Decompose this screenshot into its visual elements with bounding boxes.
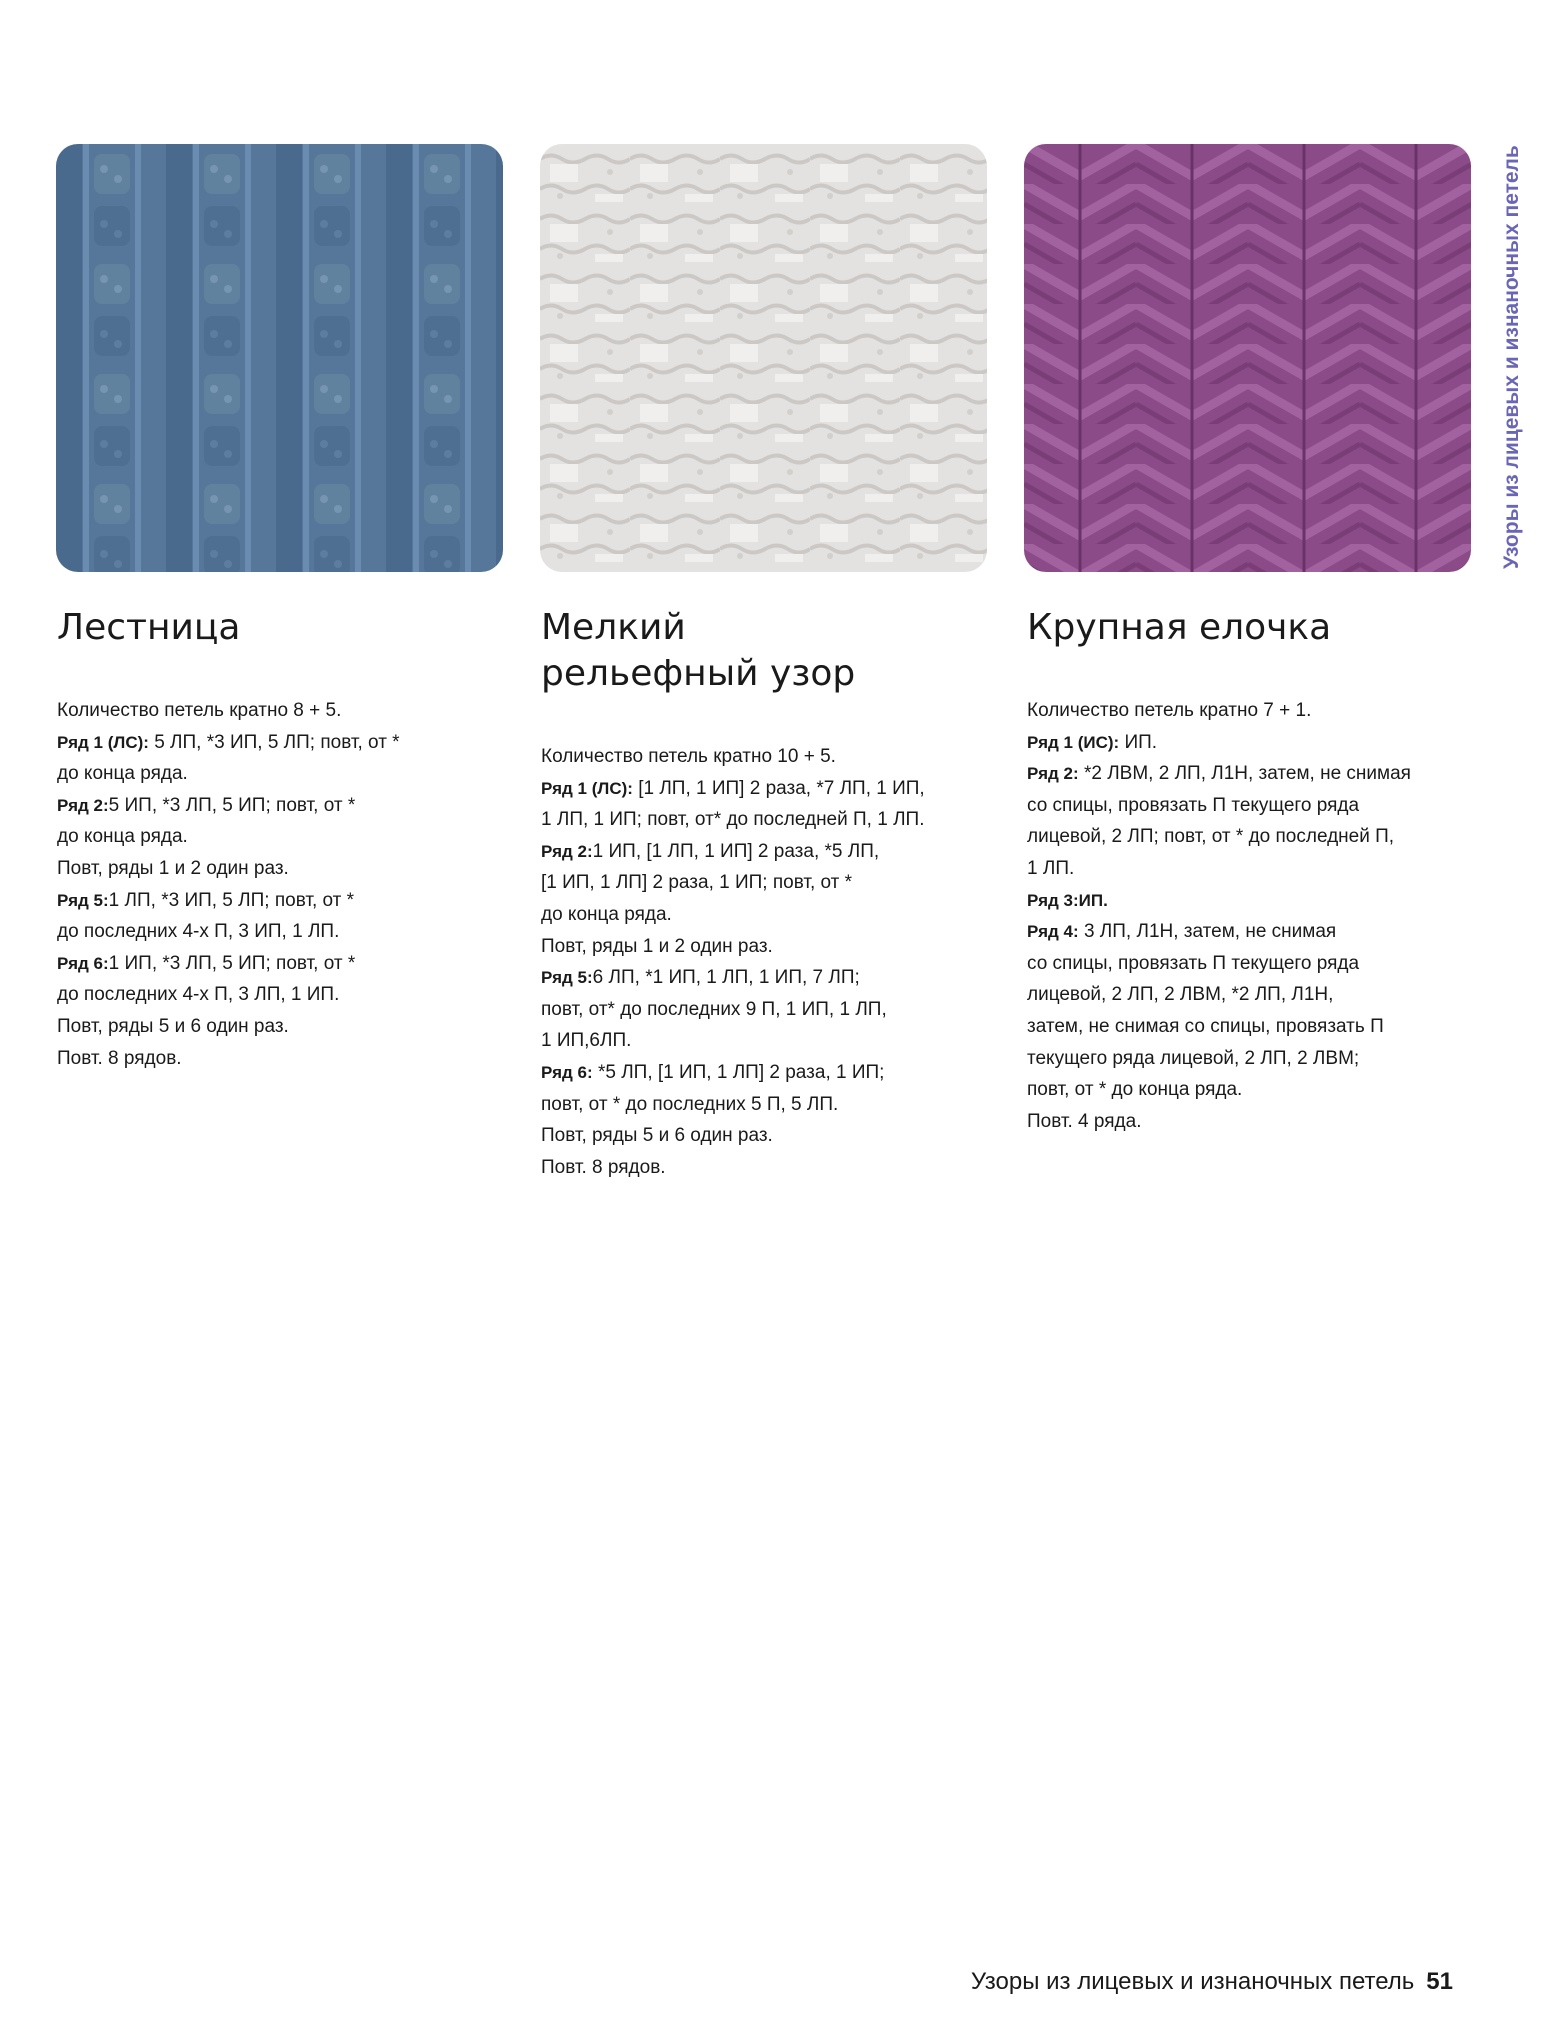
- pattern-title: [1027, 605, 1467, 651]
- instruction-line: [1027, 1043, 1467, 1075]
- instruction-line: [541, 994, 981, 1026]
- instruction-text: со спицы, провязать П текущего ряда: [1027, 794, 1360, 816]
- instruction-text: 5 ЛП, *3 ИП, 5 ЛП; повт, от *: [148, 731, 400, 753]
- instruction-line: [1027, 948, 1467, 980]
- pattern-ladder: [57, 605, 497, 1074]
- instruction-line: [57, 916, 497, 948]
- pattern-instructions: [1027, 695, 1467, 1137]
- instruction-text: Количество петель кратно 10 + 5.: [541, 746, 836, 767]
- row-label: Ряд 1 (ЛС):: [57, 732, 149, 752]
- instruction-text: до конца ряда.: [541, 903, 672, 925]
- row-label: Ряд 4:: [1027, 922, 1079, 942]
- instruction-line: [1027, 885, 1467, 917]
- instruction-line: [541, 1089, 981, 1121]
- instruction-text: Повт, ряды 5 и 6 один раз.: [57, 1015, 289, 1037]
- instruction-line: [541, 962, 981, 994]
- page-footer: [971, 1968, 1453, 1996]
- instruction-line: [541, 741, 981, 773]
- side-section-title: Узоры из лицевых и изнаночных петель: [1500, 145, 1523, 569]
- instruction-text: Повт. 4 ряда.: [1027, 1110, 1142, 1132]
- page-number: 51: [1426, 1968, 1453, 1995]
- instruction-text: Повт. 8 рядов.: [541, 1156, 666, 1178]
- swatch-photo-ladder: [56, 144, 503, 572]
- instruction-text: Повт, ряды 1 и 2 один раз.: [57, 857, 289, 879]
- instruction-line: [1027, 1011, 1467, 1043]
- row-label: Ряд 2:: [57, 795, 109, 815]
- swatch-photo-herringbone: [1024, 144, 1471, 572]
- instruction-text: до конца ряда.: [57, 826, 188, 848]
- pattern-title-line: Крупная елочка: [1027, 607, 1332, 648]
- instruction-line: [57, 821, 497, 853]
- instruction-line: [541, 804, 981, 836]
- instruction-text: Количество петель кратно 8 + 5.: [57, 700, 342, 721]
- instruction-line: [57, 979, 497, 1011]
- instruction-text: *5 ЛП, [1 ИП, 1 ЛП] 2 раза, 1 ИП;: [592, 1061, 885, 1083]
- instruction-line: [1027, 1074, 1467, 1106]
- instruction-line: [1027, 790, 1467, 822]
- instruction-text: 5 ИП, *3 ЛП, 5 ИП; повт, от *: [108, 794, 356, 816]
- instruction-line: [1027, 1106, 1467, 1138]
- row-label: Ряд 2:: [541, 841, 593, 861]
- instruction-line: [57, 885, 497, 917]
- instruction-line: [541, 1025, 981, 1057]
- instruction-line: [1027, 916, 1467, 948]
- pattern-instructions: [541, 741, 981, 1183]
- row-label: Ряд 3:ИП.: [1027, 890, 1108, 910]
- instruction-line: [541, 899, 981, 931]
- instruction-text: ИП.: [1119, 731, 1158, 753]
- row-label: Ряд 1 (ЛС):: [541, 778, 633, 798]
- instruction-line: [1027, 758, 1467, 790]
- instruction-text: 3 ЛП, Л1Н, затем, не снимая: [1078, 921, 1337, 943]
- pattern-title-line: рельефный узор: [541, 653, 856, 694]
- row-label: Ряд 6:: [541, 1062, 593, 1082]
- instruction-line: [1027, 853, 1467, 885]
- instruction-text: [1 ИП, 1 ЛП] 2 раза, 1 ИП; повт, от *: [541, 872, 853, 894]
- instruction-text: 1 ЛП, 1 ИП; повт, от* до последней П, 1 ЛП.: [541, 809, 925, 831]
- pattern-title: [57, 605, 497, 651]
- pattern-title-line: Лестница: [57, 607, 241, 648]
- instruction-line: [541, 931, 981, 963]
- pattern-title: [541, 605, 981, 697]
- instruction-text: до последних 4-х П, 3 ИП, 1 ЛП.: [57, 921, 340, 943]
- instruction-line: [57, 853, 497, 885]
- instruction-line: [541, 1057, 981, 1089]
- pattern-instructions: [57, 695, 497, 1074]
- instruction-line: [57, 695, 497, 727]
- instruction-text: 1 ИП, [1 ЛП, 1 ИП] 2 раза, *5 ЛП,: [592, 840, 880, 862]
- pattern-title-line: Мелкий: [541, 607, 686, 648]
- instruction-line: [57, 758, 497, 790]
- instruction-line: [57, 790, 497, 822]
- row-label: Ряд 5:: [57, 890, 109, 910]
- instruction-line: [541, 773, 981, 805]
- instruction-text: Количество петель кратно 7 + 1.: [1027, 700, 1312, 721]
- instruction-text: повт, от * до конца ряда.: [1027, 1079, 1243, 1101]
- row-label: Ряд 5:: [541, 968, 593, 988]
- instruction-text: лицевой, 2 ЛП; повт, от * до последней П,: [1027, 826, 1395, 848]
- instruction-line: [1027, 979, 1467, 1011]
- instruction-text: 1 ИП,6ЛП.: [541, 1030, 632, 1052]
- instruction-text: 1 ИП, *3 ЛП, 5 ИП; повт, от *: [108, 952, 356, 974]
- instruction-line: [541, 867, 981, 899]
- instruction-text: Повт, ряды 1 и 2 один раз.: [541, 935, 773, 957]
- instruction-text: затем, не снимая со спицы, провязать П: [1027, 1015, 1384, 1037]
- instruction-line: [541, 1152, 981, 1184]
- instruction-line: [1027, 695, 1467, 727]
- instruction-text: текущего ряда лицевой, 2 ЛП, 2 ЛВМ;: [1027, 1047, 1360, 1069]
- instruction-text: *2 ЛВМ, 2 ЛП, Л1Н, затем, не снимая: [1078, 763, 1411, 785]
- swatch-photo-small-relief: [540, 144, 987, 572]
- row-label: Ряд 1 (ИС):: [1027, 732, 1120, 752]
- instruction-text: 1 ЛП.: [1027, 857, 1075, 879]
- instruction-text: повт, от * до последних 5 П, 5 ЛП.: [541, 1093, 839, 1115]
- instruction-text: со спицы, провязать П текущего ряда: [1027, 952, 1360, 974]
- instruction-text: Повт. 8 рядов.: [57, 1047, 182, 1069]
- pattern-herringbone: [1027, 605, 1467, 1137]
- instruction-text: [1 ЛП, 1 ИП] 2 раза, *7 ЛП, 1 ИП,: [632, 777, 925, 799]
- instruction-text: Повт, ряды 5 и 6 один раз.: [541, 1125, 773, 1147]
- instruction-text: 1 ЛП, *3 ИП, 5 ЛП; повт, от *: [108, 889, 355, 911]
- instruction-line: [1027, 821, 1467, 853]
- row-label: Ряд 6:: [57, 953, 109, 973]
- instruction-line: [57, 727, 497, 759]
- instruction-line: [57, 1043, 497, 1075]
- pattern-small-relief: [541, 605, 981, 1183]
- footer-text: Узоры из лицевых и изнаночных петель: [970, 1968, 1415, 1995]
- instruction-line: [1027, 727, 1467, 759]
- instruction-text: 6 ЛП, *1 ИП, 1 ЛП, 1 ИП, 7 ЛП;: [592, 967, 860, 989]
- instruction-text: до последних 4-х П, 3 ЛП, 1 ИП.: [57, 984, 340, 1006]
- instruction-text: повт, от* до последних 9 П, 1 ИП, 1 ЛП,: [541, 998, 887, 1020]
- instruction-line: [541, 1120, 981, 1152]
- instruction-line: [57, 948, 497, 980]
- row-label: Ряд 2:: [1027, 764, 1079, 784]
- instruction-line: [541, 836, 981, 868]
- instruction-text: лицевой, 2 ЛП, 2 ЛВМ, *2 ЛП, Л1Н,: [1027, 984, 1334, 1006]
- instruction-line: [57, 1011, 497, 1043]
- instruction-text: до конца ряда.: [57, 763, 188, 785]
